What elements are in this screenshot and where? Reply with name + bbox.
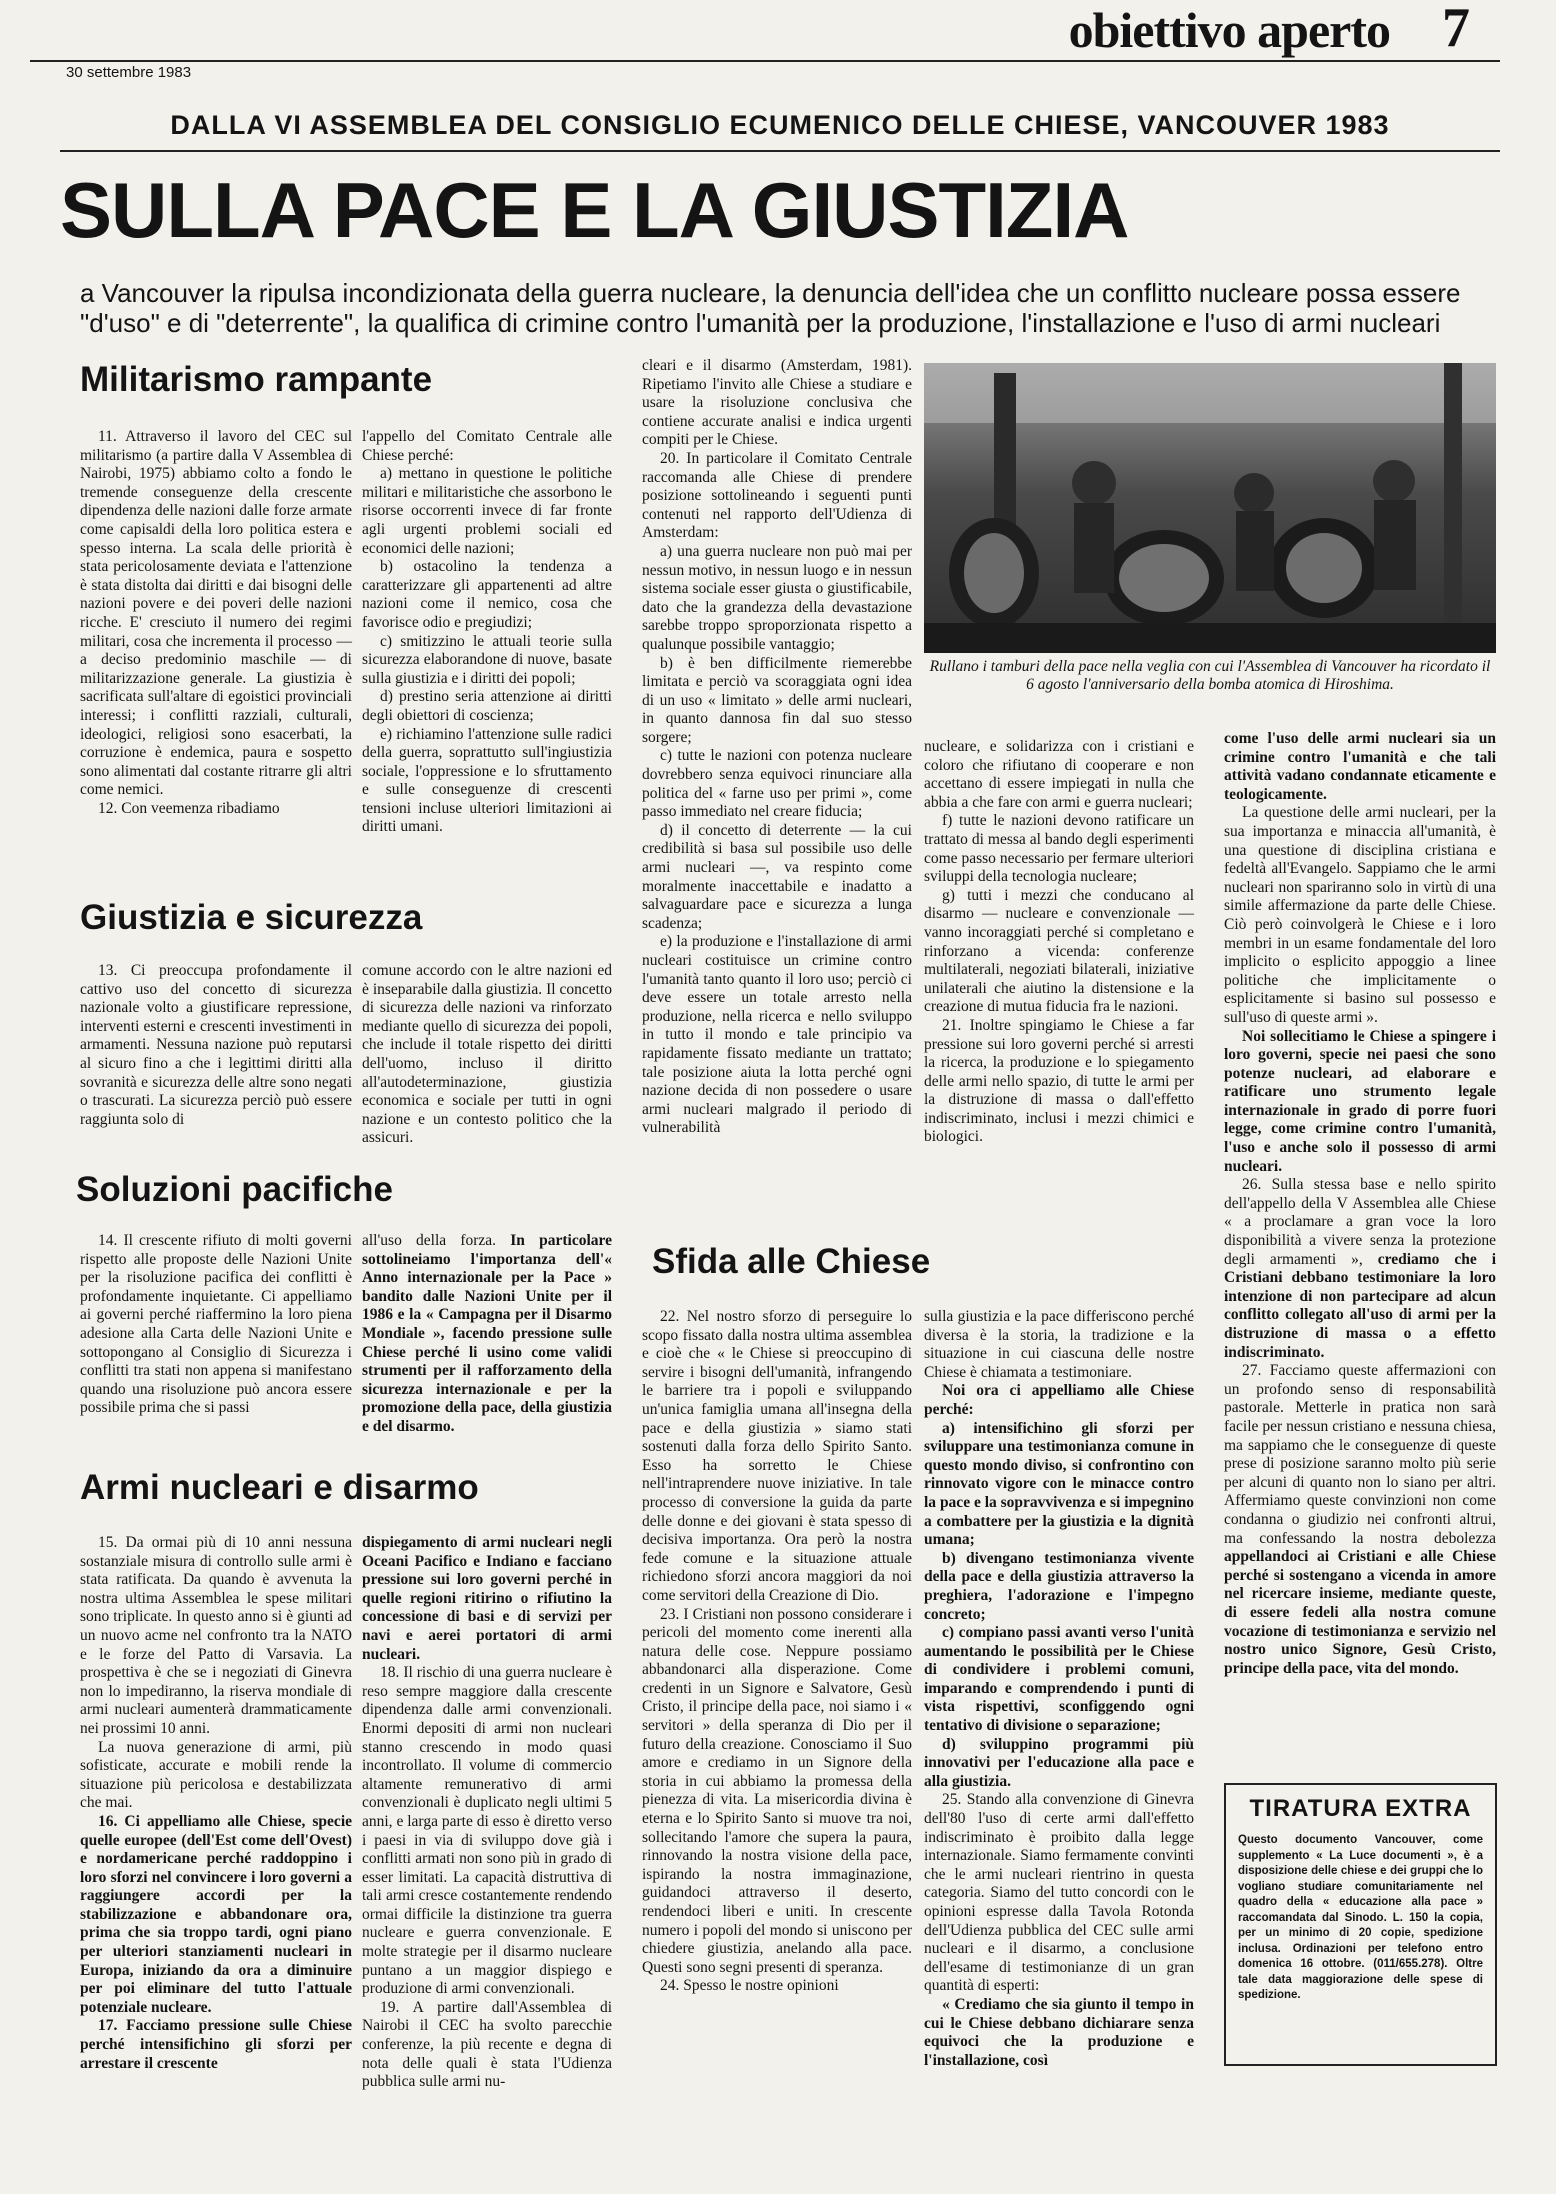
paragraph: g) tutti i mezzi che conducano al disarmo — nucleare e convenzionale — vanno incoraggiati perché si completano e rinforzano a vicenda: conferenze multilaterali, negoziati bilaterali, iniziative unilaterali che aiutino la distensione e la creazione di mutua fiducia fra le nazioni. — [924, 886, 1194, 1016]
supertitle-rule — [60, 150, 1500, 152]
paragraph: 14. Il crescente rifiuto di molti governi rispetto alle proposte delle Nazioni Unite per la risoluzione pacifica dei conflitti è profondamente inquietante. Ci appelliamo ai governi perché riaffermino la loro piena adesione alla Carta delle Nazioni Unite e sottopongano al Consiglio di Sicurezza i conflitti tra stati non appena si manifestano quando una risoluzione può ancora essere possibile prima che si passi — [80, 1232, 352, 1417]
article-column — [642, 1308, 912, 1996]
paragraph-bold: b) divengano testimonianza vivente della pace e della giustizia attraverso la preghiera, l'adorazione e l'impegno concreto; — [924, 1549, 1194, 1623]
paragraph-lead: all'uso della forza. — [362, 1232, 497, 1249]
paragraph-lead: 26. Sulla stessa base e nello spirito dell'appello della V Assemblea alle Chiese « a proclamare a gran voce la loro disponibilità a vivere senza la protezione degli armamenti », — [1224, 1176, 1496, 1268]
paragraph — [1224, 730, 1496, 804]
paragraph: l'appello del Comitato Centrale alle Chiese perché: — [362, 428, 612, 464]
assembly-photo — [924, 363, 1496, 653]
paragraph: d) il concetto di deterrente — la cui credibilità si basa sul possibile uso delle armi nucleari —, va respinto come moralmente inaccettabile e inadatto a salvaguardare pace e sicurezza a lunga scadenza; — [642, 821, 912, 932]
paragraph-bold: a) intensifichino gli sforzi per sviluppare una testimonianza comune in questo mondo diviso, si confrontino con rinnovato vigore con le minacce contro la pace e la sopravvivenza e si impegnino a combattere per la giustizia e la dignità umana; — [924, 1419, 1194, 1549]
paragraph-bold: come l'uso delle armi nucleari sia un crimine contro l'umanità e che tali attività vadano condannate eticamente e teologicamente. — [1224, 730, 1496, 803]
article-column — [80, 962, 352, 1129]
article-column — [80, 428, 352, 818]
box-title: TIRATURA EXTRA — [1249, 1795, 1472, 1822]
photo-caption: Rullano i tamburi della pace nella veglia con cui l'Assemblea di Vancouver ha ricordato il 6 agosto l'anniversario della bomba atomica di Hiroshima. — [929, 658, 1491, 693]
paragraph: b) ostacolino la tendenza a caratterizzare gli appartenenti ad altre nazioni come il nemico, cosa che favorisce odio e pregiudizi; — [362, 558, 612, 631]
paragraph — [362, 1232, 612, 1437]
paragraph — [1224, 1362, 1496, 1678]
paragraph: a) mettano in questione le politiche militari e militaristiche che assorbono le risorse occorrenti invece di far fronte agli urgenti problemi sociali ed economici delle nazioni; — [362, 465, 612, 557]
paragraph: La questione delle armi nucleari, per la sua importanza e minaccia all'umanità, è una questione di disciplina cristiana e fedeltà all'Evangelo. Sappiamo che le armi nucleari non spariranno solo in virtù di una simile affermazione da parte delle Chiese. Ciò però coinvolgerà le Chiese e i loro membri in un esame fondamentale del loro implicito o esplicito appoggio a linee politiche che implicitamente o esplicitamente si basino sul possesso e sull'uso di queste armi ». — [1224, 804, 1496, 1026]
paragraph-bold: 17. Facciamo pressione sulle Chiese perché intensifichino gli sforzi per arrestare il crescente — [80, 2017, 352, 2072]
paragraph — [924, 1624, 1194, 1736]
article-column — [362, 1534, 612, 2092]
page-number: 7 — [1442, 0, 1470, 59]
paragraph — [924, 1736, 1194, 1792]
paragraph — [362, 1534, 612, 1664]
paragraph-bold: Noi ora ci appelliamo alle Chiese perché: — [924, 1382, 1194, 1418]
paragraph — [924, 1550, 1194, 1624]
paragraph: sulla giustizia e la pace differiscono perché diversa è la storia, la tradizione e la situazione in cui ciascuna delle nostre Chiese è chiamata a testimoniare. — [924, 1308, 1194, 1381]
paragraph: 11. Attraverso il lavoro del CEC sul militarismo (a partire dalla V Assemblea di Nairobi, 1975) abbiamo colto a fondo le tremende conseguenze della crescente dipendenza delle nazioni dalle forze armate come capisaldi della loro politica estera e spesso interna. La scala delle priorità è stata pericolosamente deviata e l'attenzione è stata distolta dai diritti e dai bisogni delle nazioni povere e dei poveri delle nazioni ricche. E' cresciuto il numero dei regimi militari, cosa che incrementa il processo — a deciso predominio maschile — di militarizzazione generale. La giustizia è sacrificata sull'altare di egoistici provinciali interessi; i conflitti razziali, culturali, ideologici, religiosi sono esacerbati, la corruzione è endemica, paura e sospetto sono alimentati dal costante ritrarre gli altri come nemici. — [80, 428, 352, 799]
paragraph — [1224, 1176, 1496, 1362]
paragraph: comune accordo con le altre nazioni ed è inseparabile dalla giustizia. Il concetto di sicurezza delle nazioni va rinforzato mediante quello di sicurezza dei popoli, che include il totale rispetto dei diritti dell'uomo, incluso il diritto all'autodeterminazione, giustizia economica e sociale per tutti in ogni nazione e un contesto politico che la assicuri. — [362, 962, 612, 1147]
paragraph: f) tutte le nazioni devono ratificare un trattato di messa al bando degli esperimenti come passo necessario per fermare ulteriori sviluppi della tecnologia nucleare; — [924, 812, 1194, 886]
paragraph: 22. Nel nostro sforzo di perseguire lo scopo fissato dalla nostra ultima assemblea e cioè che « le Chiese si preoccupino di servire i bisogni dell'umanità, infrangendo le barriere tra i popoli e sviluppando un'unica famiglia umana all'insegna della pace e della giustizia » siamo stati sostenuti dalla forza dello Spirito Santo. Esso ha sorretto le Chiese nell'intraprendere nuove iniziative. In tale processo di conversione la guida da parte delle donne e dei giovani è stata spesso di decisiva importanza. Ora però la nostra fede comune e la situazione attuale richiedono sforzi ancora maggiori da noi come servitori della Creazione di Dio. — [642, 1308, 912, 1604]
article-column — [924, 1308, 1194, 2070]
section-heading-militarismo: Militarismo rampante — [80, 360, 433, 399]
section-heading-armi: Armi nucleari e disarmo — [80, 1468, 479, 1507]
paragraph: 12. Con veemenza ribadiamo — [98, 799, 280, 817]
paragraph: 18. Il rischio di una guerra nucleare è reso sempre maggiore dalla crescente dipendenza dalle armi convenzionali. Enormi depositi di armi non nucleari stanno crescendo in modo quasi incontrollato. Il volume di commercio altamente remunerativo di armi convenzionali è duplicato negli ultimi 5 anni, e larga parte di esso è diretto verso i paesi in via di sviluppo dove già i conflitti armati non sono più in grado di esser limitati. La capacità distruttiva di tali armi cresce costantemente rendendo ormai difficile la distinzione tra guerra nucleare e guerra convenzionale. E molte strategie per il disarmo nucleare puntano a un maggior dispiego e produzione di armi convenzionali. — [362, 1664, 612, 1998]
article-column — [80, 1534, 352, 2073]
paragraph: b) è ben difficilmente riemerebbe limitata e perciò va scoraggiata ogni idea di un uso « limitato » delle armi nucleari, in quanto dannosa fin dal suo stesso sorgere; — [642, 654, 912, 746]
paragraph — [924, 1420, 1194, 1550]
paragraph-bold: crediamo che i Cristiani debbano testimoniare la loro intenzione di non partecipare ad alcun conflitto collegato all'uso di armi per la distruzione di massa o a effetto indiscriminato. — [1224, 1250, 1496, 1361]
article-column — [80, 1232, 352, 1418]
paragraph — [80, 2017, 352, 2073]
paragraph: nucleare, e solidarizza con i cristiani e coloro che rifiutano di cooperare e non accettano di essere impiegati in nulla che abbia a che fare con armi e guerra nucleari; — [924, 738, 1194, 811]
paragraph-bold: appellandoci ai Cristiani e alle Chiese perché si sostengano a vicenda in amore nel ricercare insieme, mediante queste, di essere fedeli alla nostra comune vocazione di testimonianza e servizio nel nostro unico Signore, Gesù Cristo, principe della pace, vita del mondo. — [1224, 1548, 1496, 1677]
paragraph: c) tutte le nazioni con potenza nucleare dovrebbero senza equivoci rinunciare alla politica del « farne uso per primi », come passo immediato nel creare fiducia; — [642, 747, 912, 821]
drums-photo-image — [924, 363, 1496, 653]
paragraph-bold: dispiegamento di armi nucleari negli Oceani Pacifico e Indiano e facciano pressione sui loro governi perché in quelle regioni ritirino o rifiutino la concessione di basi e di servizi per navi e aerei portatori di armi nucleari. — [362, 1534, 612, 1663]
paragraph — [924, 1996, 1194, 2070]
paragraph: 23. I Cristiani non possono considerare i pericoli del momento come inerenti alla natura delle cose. Neppure possiamo abbandonarci alla disperazione. Come credenti in un Signore e Salvatore, Gesù Cristo, il principe della pace, noi siamo i « servitori » della speranza di Dio per il futuro della creazione. Conosciamo il Suo amore e crediamo in un Signore della storia in cui abbiamo la promessa della pienezza di vita. La misericordia divina è eterna e lo Spirito Santo si muove tra noi, sollecitando l'amore che supera la paura, rinnovando la nostra visione della pace, ispirando la nostra immaginazione, guidandoci attraverso il deserto, rendendoci liberi e uniti. In crescente numero i popoli del mondo si uniscono per chiedere giustizia, anelando alla pace. Questi sono segni presenti di speranza. — [642, 1605, 912, 1976]
paragraph: e) richiamino l'attenzione sulle radici della guerra, soprattutto sull'ingiustizia sociale, l'oppressione e lo sfruttamento e sulle conseguenze di crescenti tensioni incluse ulteriori limitazioni ai diritti umani. — [362, 725, 612, 836]
paragraph: 13. Ci preoccupa profondamente il cattivo uso del concetto di sicurezza nazionale volto a giustificare repressione, interventi esterni e crescenti investimenti in armamenti. Nessuna nazione può reputarsi al sicuro fino a che i legittimi diritti alla sovranità e sicurezza delle altre sono negati o trascurati. La sicurezza perciò può essere raggiunta solo di — [80, 962, 352, 1128]
paragraph: 24. Spesso le nostre opinioni — [660, 1977, 839, 1995]
paragraph-bold: « Crediamo che sia giunto il tempo in cui le Chiese debbano dichiarare senza equivoci che la produzione e l'installazione, così — [924, 1995, 1194, 2069]
paragraph — [1224, 1028, 1496, 1177]
subtitle: a Vancouver la ripulsa incondizionata della guerra nucleare, la denuncia dell'idea che un conflitto nucleare possa essere "d'uso" e di "deterrente", la qualifica di crimine contro l'umanità per la produzione, l'installazione e l'uso di armi nucleari — [80, 278, 1461, 338]
paragraph: c) smitizzino le attuali teorie sulla sicurezza elaborandone di nuove, basate sulla giustizia e i diritti dei popoli; — [362, 632, 612, 687]
masthead-title: obiettivo aperto — [1068, 2, 1390, 58]
paragraph: 19. A partire dall'Assemblea di Nairobi il CEC ha svolto parecchie conferenze, la più recente e degna di nota delle quali è stata l'Udienza pubblica sulle armi nu- — [362, 1998, 612, 2091]
paragraph: a) una guerra nucleare non può mai per nessun motivo, in nessun luogo e in nessun sistema sociale esser giusta o giustificabile, dato che la grandezza della devastazione sarebbe troppo sproporzionata rispetto a qualunque possibile vantaggio; — [642, 542, 912, 653]
paragraph-bold: Noi sollecitiamo le Chiese a spingere i loro governi, specie nei paesi che sono potenze nucleari, ad elaborare e ratificare uno strumento legale internazionale in grado di porre fuori legge, come crimine contro l'umanità, l'uso e anche solo il possesso di armi nucleari. — [1224, 1027, 1496, 1175]
paragraph — [80, 1813, 352, 2018]
paragraph — [924, 1382, 1194, 1419]
supertitle: DALLA VI ASSEMBLEA DEL CONSIGLIO ECUMENICO DELLE CHIESE, VANCOUVER 1983 — [170, 110, 1390, 140]
paragraph: d) prestino seria attenzione ai diritti degli obiettori di coscienza; — [362, 688, 612, 724]
section-heading-giustizia: Giustizia e sicurezza — [80, 898, 423, 937]
paragraph: 21. Inoltre spingiamo le Chiese a far pressione sui loro governi perché si arresti la ricerca, la produzione e lo spiegamento delle armi nello spazio, di tutte le armi per la distruzione di massa o dall'effetto indiscriminato, inclusi i mezzi chimici e biologici. — [924, 1016, 1194, 1146]
masthead-rule — [30, 60, 1500, 62]
paragraph: 20. In particolare il Comitato Centrale raccomanda alle Chiese di prendere posizione sottolineando i seguenti punti contenuti nel rapporto dell'Udienza di Amsterdam: — [642, 449, 912, 542]
paragraph: cleari e il disarmo (Amsterdam, 1981). Ripetiamo l'invito alle Chiese a studiare e usare la risoluzione conclusiva che contiene accurate analisi e indica urgenti compiti per le Chiese. — [642, 357, 912, 449]
main-title: SULLA PACE E LA GIUSTIZIA — [60, 166, 1129, 254]
paragraph: e) la produzione e l'installazione di armi nucleari costituisce un crimine contro l'umanità tanto quanto il loro uso; perciò ci deve essere un totale arresto nella produzione, nella ricerca e nello sviluppo in tutto il mondo e tale principio va rapidamente fissato mediante un trattato; tale posizione aiuta la lotta perché ogni nazione decida di non possedere o usare armi nucleari malgrado il periodo di vulnerabilità — [642, 933, 912, 1137]
box-body: Questo documento Vancouver, come supplemento « La Luce documenti », è a disposizione delle chiese e dei gruppi che lo vogliano studiare comunitariamente nel quadro della « educazione alla pace » raccomandata dal Sinodo. L. 150 la copia, per un minimo di 20 copie, spedizione inclusa. Ordinazioni per telefono entro domenica 16 ottobre. (011/655.278). Oltre tale data maggiorazione delle spese di spedizione. — [1238, 1834, 1483, 2001]
article-column — [1224, 730, 1496, 1678]
paragraph-bold: 16. Ci appelliamo alle Chiese, specie quelle europee (dell'Est come dell'Ovest) e nordamericane perché raddoppino i loro sforzi nel convincere i loro governi a raggiungere accordi per la stabilizzazione e abbandonare ora, prima che sia troppo tardi, ogni piano per ulteriori stanziamenti nucleari in Europa, iniziando da ora a diminuire per poi eliminare del tutto l'attuale potenziale nucleare. — [80, 1812, 352, 2016]
issue-date: 30 settembre 1983 — [66, 64, 192, 81]
article-column — [642, 357, 912, 1138]
paragraph: La nuova generazione di armi, più sofisticate, accurate e mobili rende la situazione più pericolosa e destabilizzata che mai. — [80, 1738, 352, 1812]
article-column — [362, 428, 612, 837]
paragraph-bold: c) compiano passi avanti verso l'unità aumentando le possibilità per le Chiese di condividere i problemi comuni, imparando e comprendendo i punti di vista rispettivi, sconfiggendo ogni tentativo di divisione o separazione; — [924, 1624, 1194, 1735]
paragraph: 25. Stando alla convenzione di Ginevra dell'80 l'uso di certe armi dall'effetto indiscriminato è proibito dalla legge internazionale. Siamo fermamente convinti che le armi nucleari rientrino in questa categoria. Siamo del tutto concordi con le opinioni espresse dalla Tavola Rotonda dell'Udienza pubblica del CEC sulle armi nucleari e il disarmo, a conclusione dell'esame di testimonianze di un gran quantità di esperti: — [924, 1791, 1194, 1995]
section-heading-soluzioni: Soluzioni pacifiche — [76, 1170, 393, 1209]
paragraph-bold: d) sviluppino programmi più innovativi per l'educazione alla pace e alla giustizia. — [924, 1735, 1194, 1790]
section-heading-sfida: Sfida alle Chiese — [652, 1242, 931, 1281]
article-column — [362, 1232, 612, 1437]
paragraph: 15. Da ormai più di 10 anni nessuna sostanziale misura di controllo sulle armi è stata ratificata. Da quando è avvenuta la nostra ultima Assemblea le spese militari sono triplicate. In questo anno si è giunti ad un nuovo acme nel confronto tra la NATO e le forze del Patto di Varsavia. La prospettiva è che se i negoziati di Ginevra non lo impediranno, la riserva mondiale di armi nucleari aumenterà drammaticamente nei prossimi 10 anni. — [80, 1534, 352, 1737]
article-column — [362, 962, 612, 1148]
paragraph-lead: 27. Facciamo queste affermazioni con un profondo senso di responsabilità pastorale. Metterle in pratica non sarà facile per nessun cristiano e nessuna chiesa, ma sappiamo che le conseguenze di queste prese di posizione saranno molto più serie per alcuni di quanto non lo siano per altri. Affermiamo queste convinzioni non come condanna o giudizio nei confronti altrui, ma confessando la nostra debolezza — [1224, 1362, 1496, 1547]
paragraph-bold: In particolare sottolineiamo l'importanza dell'« Anno internazionale per la Pace » bandito dalle Nazioni Unite per il 1986 e la « Campagna per il Disarmo Mondiale », facendo pressione sulle Chiese perché li usino come validi strumenti per il rafforzamento della sicurezza internazionale e per la promozione della pace, della giustizia e del disarmo. — [362, 1232, 612, 1435]
article-column — [924, 738, 1194, 1147]
tiratura-extra-box — [1224, 1783, 1497, 2066]
